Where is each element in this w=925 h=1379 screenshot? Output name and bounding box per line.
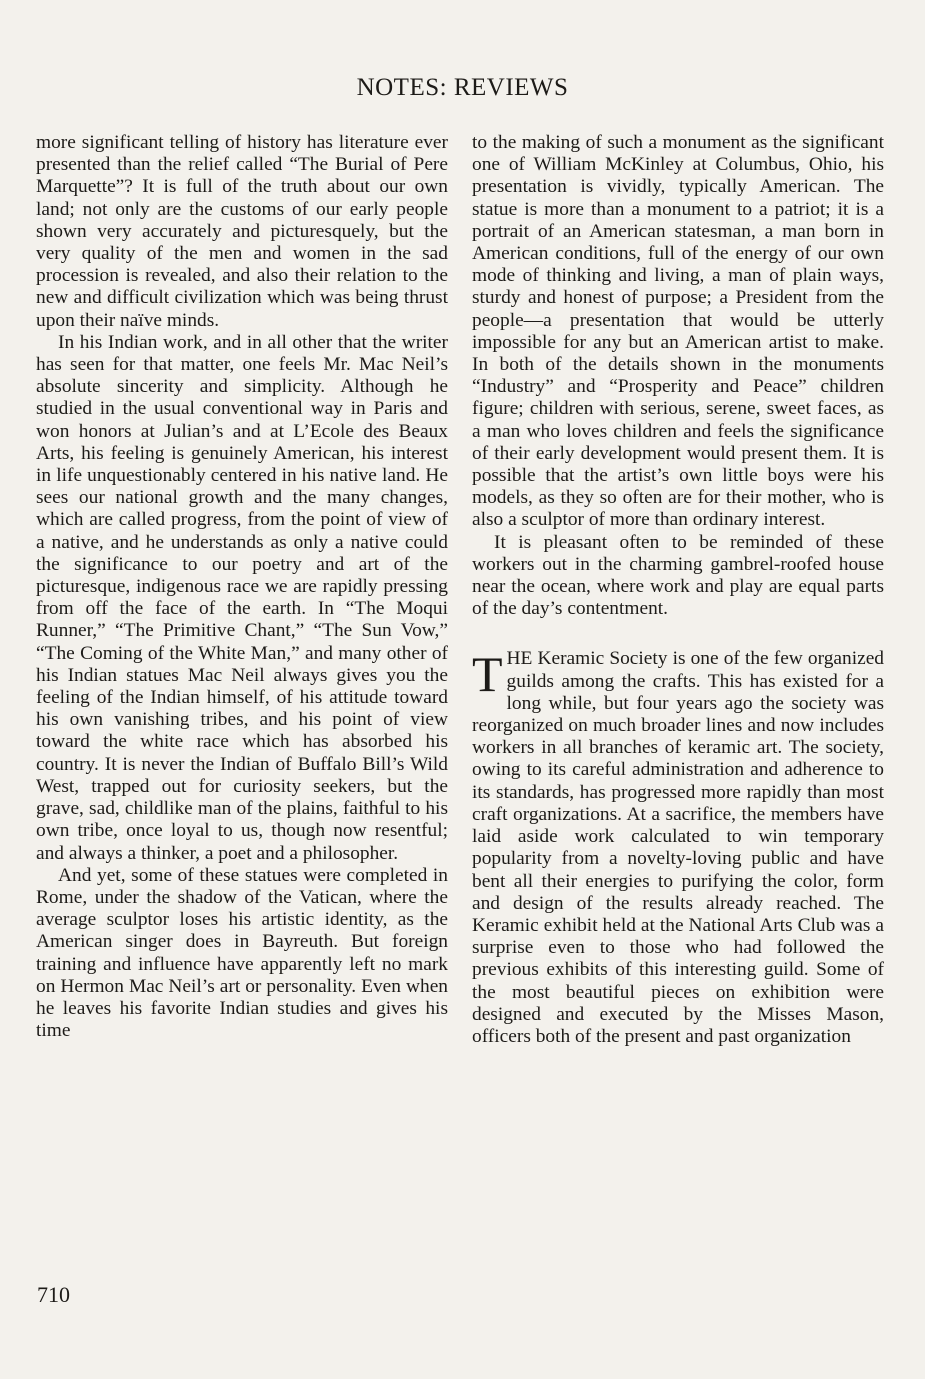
paragraph: more significant telling of history has literature ever presented than the relief called “The Burial of Pere Marquette”? It is full of the truth about our own land; not only are the customs of our early people shown very accurately and picturesquely, but the very quality of the men and women in the sad procession is revealed, and also their relation to the new and difficult civilization which was being thrust upon their naïve minds. [36, 132, 448, 331]
paragraph: And yet, some of these statues were completed in Rome, under the shadow of the Vatican, where the average sculptor loses his artistic identity, as the American singer does in Bayreuth. But foreign training and influence have apparently left no mark on Hermon Mac Neil’s art or personality. Even when he leaves his favorite Indian studies and gives his time [36, 864, 448, 1042]
keramic-society-paragraph [472, 648, 884, 1048]
right-column [472, 132, 884, 1048]
drop-cap: T [472, 646, 503, 703]
left-column [36, 132, 448, 1042]
section-text: HE Keramic Society is one of the few organized guilds among the crafts. This has existed for a long while, but four years ago the society was reorganized on much broader lines and now includes workers in all branches of keramic art. The society, owing to its careful administration and adherence to its standards, has progressed more rapidly than most craft organizations. At a sacrifice, the members have laid aside work calculated to win temporary popularity from a novelty-loving public and have bent all their energies to purifying the color, form and design of the results already reached. The Keramic exhibit held at the National Arts Club was a surprise even to those who had followed the previous exhibits of this interesting guild. Some of the most beautiful pieces on exhibition were designed and executed by the Misses Mason, officers both of the present and past organization [472, 648, 884, 1047]
paragraph: In his Indian work, and in all other that the writer has seen for that matter, one feels Mr. Mac Neil’s absolute sincerity and simplicity. Although he studied in the usual conventional way in Paris and won honors at Julian’s and at L’Ecole des Beaux Arts, his feeling is genuinely American, his interest in life unquestionably centered in his native land. He sees our national growth and the many changes, which are called progress, from the point of view of a native, and he understands as only a native could the significance to our poetry and art of the picturesque, indigenous race we are rapidly pressing from off the face of the earth. In “The Moqui Runner,” “The Primitive Chant,” “The Sun Vow,” “The Coming of the White Man,” and many other of his Indian statues Mac Neil always gives you the feeling of the Indian himself, of his attitude toward his own vanishing tribes, and his point of view toward the white race which has absorbed his country. It is never the Indian of Buffalo Bill’s Wild West, trapped out for curiosity seekers, but the grave, sad, childlike man of the plains, faithful to his own tribe, once loyal to us, though now resentful; and always a thinker, a poet and a philosopher. [36, 331, 448, 864]
paragraph: to the making of such a monument as the significant one of William McKinley at Columbus, Ohio, his presentation is vividly, typically American. The statue is more than a monument to a patriot; it is a portrait of an American statesman, a man born in American conditions, full of the energy of our own mode of thinking and living, a man of plain ways, sturdy and honest of purpose; a President from the people—a presentation that would be utterly impossible for any but an American artist to make. In both of the details shown in the monuments “Industry” and “Prosperity and Peace” children figure; children with serious, serene, sweet faces, as a man who loves children and feels the significance of their early development would present them. It is possible that the artist’s own little boys were his models, as they so often are for their mother, who is also a sculptor of more than ordinary interest. [472, 132, 884, 531]
page-header: NOTES: REVIEWS [356, 74, 569, 101]
paragraph: It is pleasant often to be reminded of these workers out in the charming gambrel-roofed house near the ocean, where work and play are equal parts of the day’s contentment. [472, 531, 884, 620]
page-number: 710 [37, 1282, 70, 1307]
